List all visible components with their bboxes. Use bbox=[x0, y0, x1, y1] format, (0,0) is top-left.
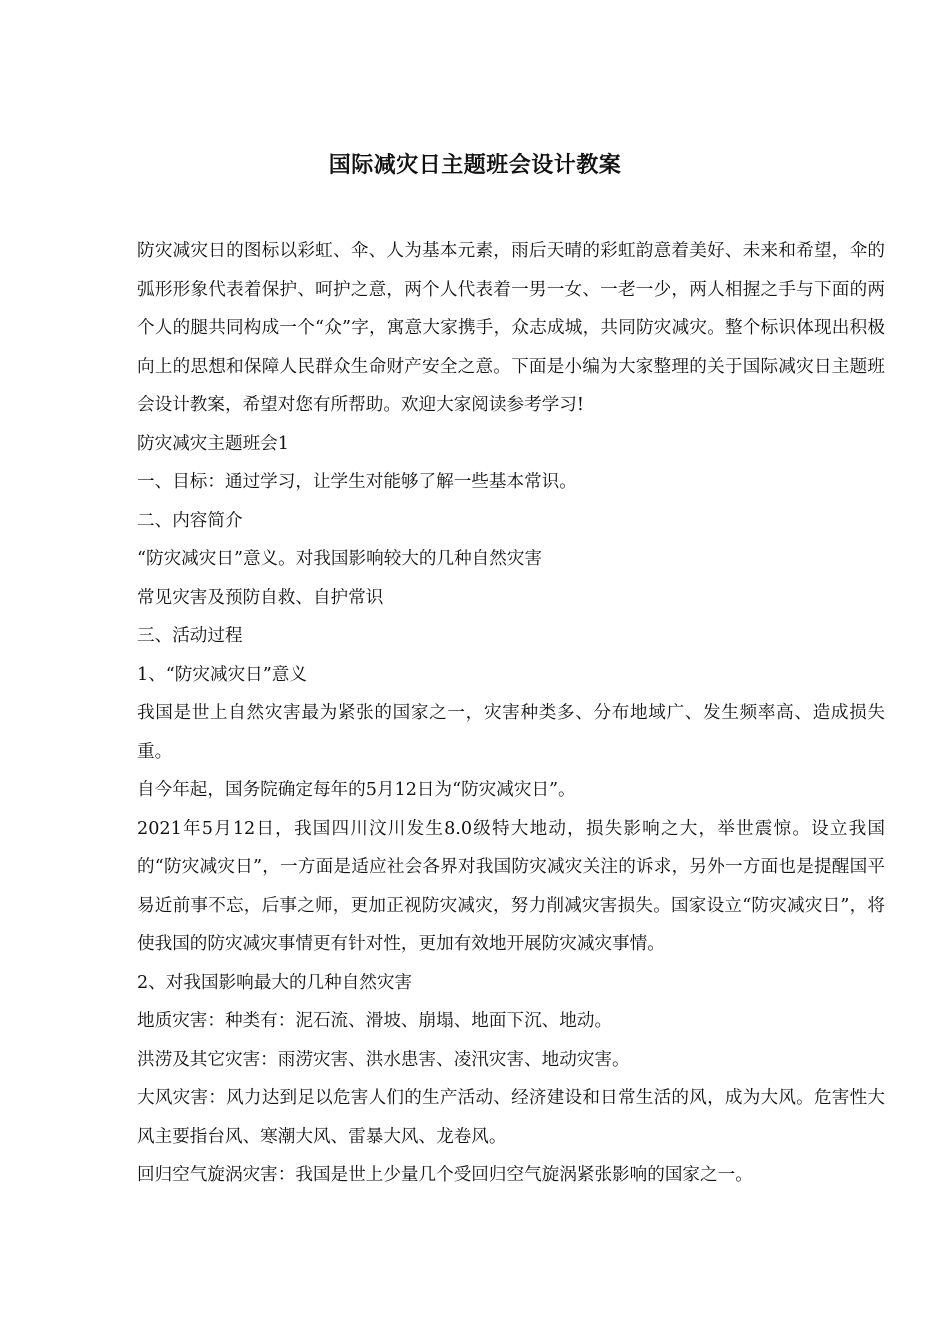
paragraph-disaster-country: 我国是世上自然灾害最为紧张的国家之一，灾害种类多、分布地域广、发生频率高、造成损失重。 bbox=[137, 703, 885, 762]
paragraph-wind: 大风灾害：风力达到足以危害人们的生产活动、经济建设和日常生活的风，成为大风。危害性大风主要指台风、寒潮大风、雷暴大风、龙卷风。 bbox=[137, 1088, 885, 1147]
paragraph-wenchuan: 2021年5月12日，我国四川汶川发生8.0级特大地动，损失影响之大，举世震惊。设立我国的“防灾减灾日”，一方面是适应社会各界对我国防灾减灾关注的诉求，另外一方面也是提醒国平易近前事不忘，后事之师，更加正视防灾减灾，努力削减灾害损失。国家设立“防灾减灾日”，将使我国的防灾减灾事情更有针对性，更加有效地开展防灾减灾事情。 bbox=[137, 818, 885, 954]
content-summary-heading: 二、内容简介 bbox=[137, 510, 243, 531]
document-body bbox=[137, 232, 885, 1195]
paragraph-day-established: 自今年起，国务院确定每年的5月12日为“防灾减灾日”。 bbox=[137, 780, 576, 800]
paragraph-cyclone: 回归空气旋涡灾害：我国是世上少量几个受回归空气旋涡紧张影响的国家之一。 bbox=[137, 1165, 753, 1185]
intro-paragraph: 防灾减灾日的图标以彩虹、伞、人为基本元素，雨后天晴的彩虹韵意着美好、未来和希望，伞的弧形形象代表着保护、呵护之意，两个人代表着一男一女、一老一少，两人相握之手与下面的两个人的腿共同构成一个“众”字，寓意大家携手，众志成城，共同防灾减灾。整个标识体现出积极向上的思想和保障人民群众生命财产安全之意。下面是小编为大家整理的关于国际减灾日主题班会设计教案，希望对您有所帮助。欢迎大家阅读参考学习! bbox=[137, 241, 885, 415]
paragraph-geological: 地质灾害：种类有：泥石流、滑坡、崩塌、地面下沉、地动。 bbox=[137, 1011, 613, 1031]
content-summary-line-2: 常见灾害及预防自救、自护常识 bbox=[137, 587, 384, 608]
goal-line: 一、目标：通过学习，让学生对能够了解一些基本常识。 bbox=[137, 472, 577, 492]
section-heading-class-meeting: 防灾减灾主题班会1 bbox=[137, 433, 289, 454]
paragraph-flood: 洪涝及其它灾害：雨涝灾害、洪水患害、凌汛灾害、地动灾害。 bbox=[137, 1049, 630, 1070]
subheading-natural-disasters: 2、对我国影响最大的几种自然灾害 bbox=[137, 972, 413, 993]
subheading-day-meaning: 1、“防灾减灾日”意义 bbox=[137, 664, 307, 685]
document-title: 国际减灾日主题班会设计教案 bbox=[328, 153, 622, 178]
activity-process-heading: 三、活动过程 bbox=[137, 626, 243, 646]
content-summary-line-1: “防灾减灾日”意义。对我国影响较大的几种自然灾害 bbox=[137, 549, 543, 569]
